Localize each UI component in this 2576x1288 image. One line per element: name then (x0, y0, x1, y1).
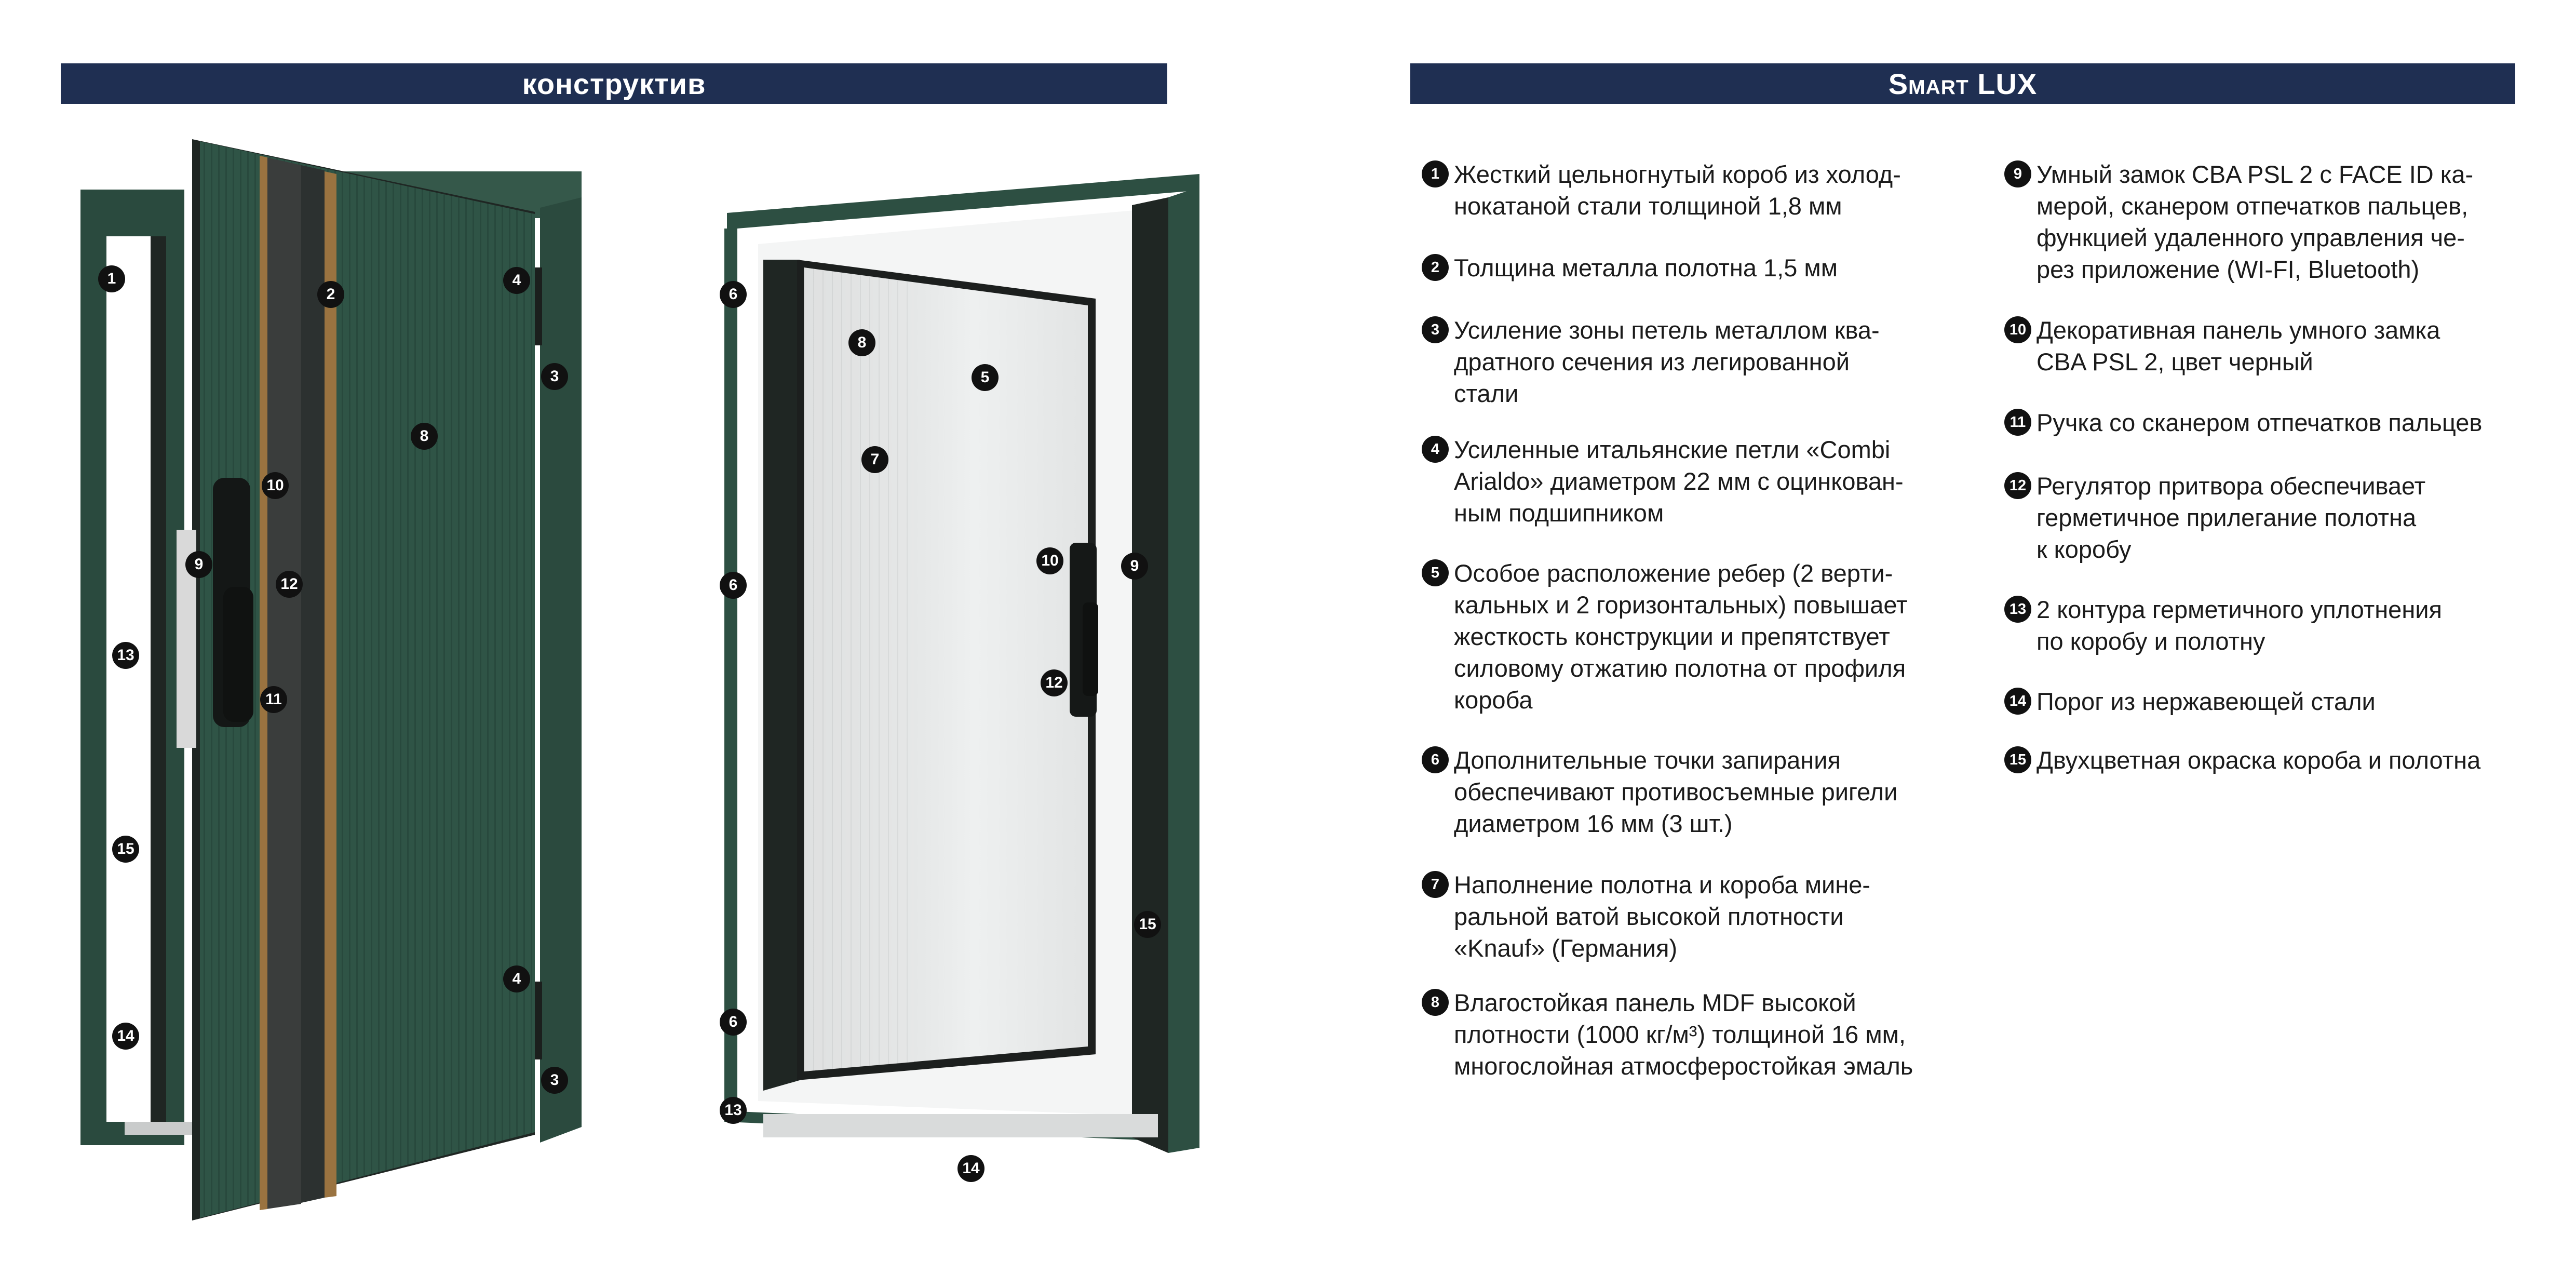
feature-text: Регулятор притвора обеспечивает герметичное прилегание полотна к коробу (2036, 472, 2426, 563)
feature-text: Влагостойкая панель MDF высокой плотности (1000 кг/м³) толщиной 16 мм, многослойная атмосферостойкая эмаль (1454, 989, 1913, 1080)
feature-text: Ручка со сканером отпечатков пальцев (2036, 409, 2483, 436)
door-illustrations (0, 0, 1246, 1288)
feature-number: 4 (1422, 436, 1449, 463)
marker-9: 9 (185, 551, 212, 578)
feature-text: Усиление зоны петель металлом ква- дратного сечения из легированной стали (1454, 316, 1880, 407)
feature-number: 7 (1422, 871, 1449, 898)
feature-10 (2004, 314, 2440, 378)
marker-8r: 8 (848, 329, 875, 356)
feature-11 (2004, 407, 2482, 438)
marker-4b: 4 (503, 965, 530, 992)
feature-text: Дополнительные точки запирания обеспечивают противосъемные ригели диаметром 16 мм (3 шт.) (1454, 746, 1898, 837)
feature-number: 15 (2004, 746, 2031, 773)
marker-12: 12 (276, 571, 303, 598)
section-header-model (1410, 63, 2515, 104)
feature-text: Усиленные итальянские петли «Combi Arialdo» диаметром 22 мм с оцинкован- ным подшипником (1454, 436, 1904, 527)
feature-4 (1422, 434, 1904, 529)
feature-3 (1422, 314, 1880, 409)
marker-3b: 3 (541, 1067, 568, 1094)
feature-number: 1 (1422, 160, 1449, 187)
feature-number: 5 (1422, 559, 1449, 586)
marker-10: 10 (262, 472, 289, 499)
feature-text: Наполнение полотна и короба мине- ральной ватой высокой плотности «Knauf» (Германия) (1454, 871, 1871, 962)
marker-7: 7 (861, 446, 888, 473)
model-title: Smart LUX (1888, 68, 2038, 100)
feature-number: 9 (2004, 160, 2031, 187)
marker-5: 5 (972, 364, 999, 391)
feature-text: Порог из нержавеющей стали (2036, 688, 2376, 715)
marker-9r: 9 (1121, 553, 1148, 580)
feature-number: 12 (2004, 472, 2031, 499)
marker-3: 3 (541, 363, 568, 390)
feature-number: 11 (2004, 409, 2031, 436)
marker-15r: 15 (1134, 911, 1161, 938)
marker-11: 11 (260, 686, 287, 713)
marker-6: 6 (720, 281, 747, 308)
marker-1: 1 (98, 265, 125, 292)
feature-8 (1422, 987, 1913, 1082)
feature-13 (2004, 594, 2442, 657)
marker-6c: 6 (720, 1009, 747, 1036)
feature-number: 10 (2004, 316, 2031, 343)
feature-6 (1422, 744, 1897, 839)
marker-15: 15 (112, 836, 139, 863)
feature-text: Особое расположение ребер (2 верти- кальных и 2 горизонтальных) повышает жесткость конструкции и препятствует силовому отжатию полотна от профиля короба (1454, 559, 1908, 714)
feature-text: Умный замок CBA PSL 2 с FACE ID ка- мерой, сканером отпечатков пальцев, функцией удаленного управления че- рез приложение (WI-FI, Bluetooth) (2036, 160, 2474, 283)
marker-8: 8 (411, 423, 438, 450)
feature-number: 13 (2004, 596, 2031, 623)
feature-number: 6 (1422, 746, 1449, 773)
marker-12r: 12 (1041, 669, 1068, 696)
left-door-leaf (177, 139, 535, 1220)
feature-text: Жесткий цельногнутый короб из холод- нокатаной стали толщиной 1,8 мм (1454, 160, 1901, 220)
section-title-construction: конструктив (522, 68, 706, 100)
feature-9 (2004, 158, 2473, 285)
marker-13r: 13 (720, 1097, 747, 1124)
feature-text: Двухцветная окраска короба и полотна (2036, 746, 2481, 774)
feature-5 (1422, 557, 1908, 716)
feature-number: 14 (2004, 688, 2031, 715)
feature-2 (1422, 252, 1838, 284)
feature-7 (1422, 869, 1870, 964)
marker-10r: 10 (1036, 547, 1063, 574)
feature-number: 2 (1422, 254, 1449, 281)
feature-12 (2004, 470, 2425, 565)
feature-text: 2 контура герметичного уплотнения по коробу и полотну (2036, 596, 2442, 655)
feature-number: 3 (1422, 316, 1449, 343)
marker-4: 4 (503, 267, 530, 294)
feature-number: 8 (1422, 989, 1449, 1016)
marker-14r: 14 (957, 1155, 984, 1182)
feature-15 (2004, 744, 2480, 776)
feature-text: Толщина металла полотна 1,5 мм (1454, 254, 1838, 281)
feature-14 (2004, 686, 2376, 717)
feature-text: Декоративная панель умного замка CBA PSL 2, цвет черный (2036, 316, 2440, 375)
marker-2: 2 (317, 281, 344, 308)
marker-13: 13 (112, 642, 139, 669)
door-drawings (0, 0, 1246, 1288)
marker-14: 14 (112, 1023, 139, 1050)
feature-1 (1422, 158, 1901, 222)
marker-6b: 6 (720, 572, 747, 599)
